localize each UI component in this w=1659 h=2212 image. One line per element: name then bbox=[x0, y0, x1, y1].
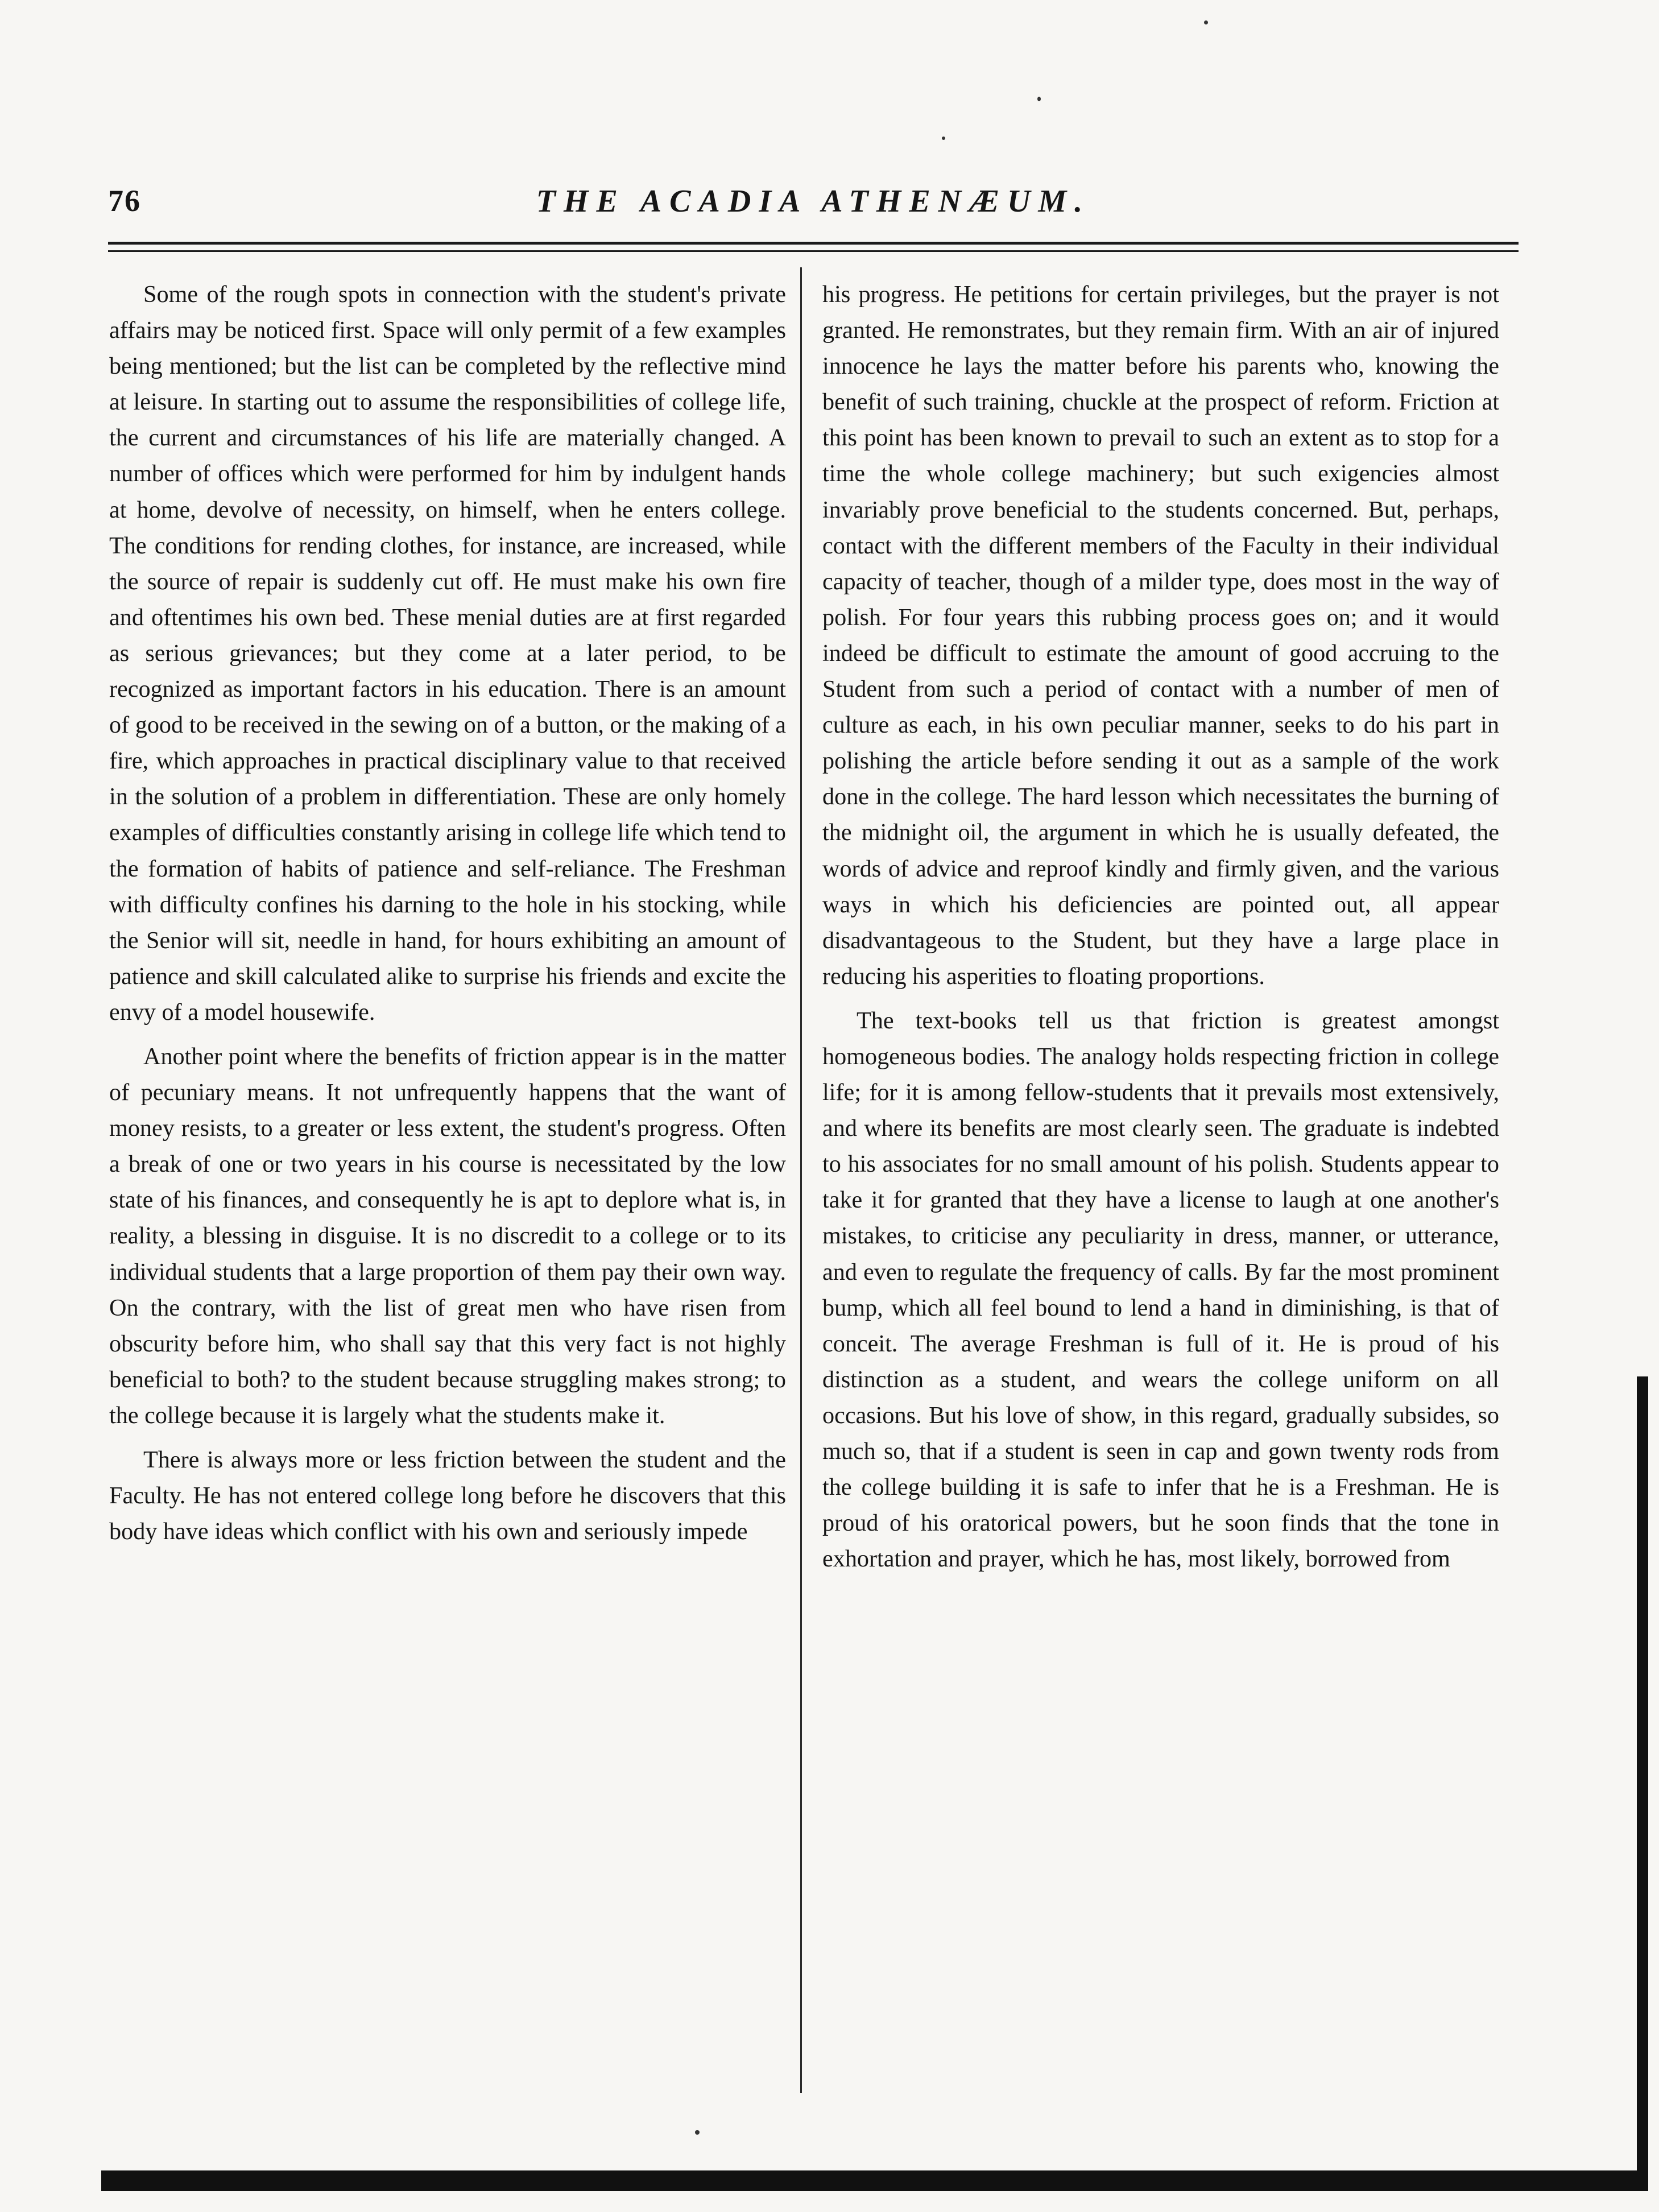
right-paragraph-1: his progress. He petitions for certain privileges, but the prayer is not granted. He remonstrates, but they remain firm. With an air of injured innocence he lays the matter before his parents who, knowing the benefit of such training, chuckle at the prospect of reform. Friction at this point has been known to prevail to such an extent as to stop for a time the whole college machinery; but such exigencies almost invariably prove beneficial to the students concerned. But, perhaps, contact with the different members of the Faculty in their individual capacity of teacher, though of a milder type, does most in the way of polish. For four years this rubbing process goes on; and it would indeed be difficult to estimate the amount of good accruing to the Student from such a period of contact with a number of men of culture as each, in his own peculiar manner, seeks to do his part in polishing the article before sending it out as a sample of the work done in the college. The hard lesson which necessitates the burning of the midnight oil, the argument in which he is usually defeated, the words of advice and reproof kindly and firmly given, and the various ways in which his deficiencies are pointed out, all appear disadvantageous to the Student, but they have a large place in reducing his asperities to floating proportions. bbox=[822, 281, 1499, 990]
page-header bbox=[108, 183, 1519, 229]
journal-title: THE ACADIA ATHENÆUM. bbox=[536, 184, 1091, 219]
header-rule-thick bbox=[108, 242, 1519, 245]
left-column bbox=[109, 276, 786, 1558]
scan-speck bbox=[1204, 20, 1208, 24]
left-paragraph-3: There is always more or less friction between the student and the Faculty. He has not entered college long before he discovers that this body have ideas which conflict with his own and seriously impede bbox=[109, 1446, 786, 1545]
page-number: 76 bbox=[108, 184, 141, 218]
scan-speck bbox=[942, 137, 945, 140]
right-paragraph-2: The text-books tell us that friction is greatest amongst homogeneous bodies. The analogy holds respecting friction in college life; for it is among fellow-students that it prevails most extensively, and where its benefits are most clearly seen. The graduate is indebted to his associates for no small amount of his polish. Students appear to take it for granted that they have a license to laugh at one another's mistakes, to criticise any peculiarity in dress, manner, or utterance, and even to regulate the frequency of calls. By far the most prominent bump, which all feel bound to lend a hand in diminishing, is that of conceit. The average Freshman is full of it. He is proud of his distinction as a student, and wears the college uniform on all occasions. But his love of show, in this regard, gradually subsides, so much so, that if a student is seen in cap and gown twenty rods from the college building it is safe to infer that he is a Freshman. He is proud of his oratorical powers, but he soon finds that the tone in exhortation and prayer, which he has, most likely, borrowed from bbox=[822, 1007, 1499, 1573]
scan-bottom-edge bbox=[101, 2170, 1648, 2191]
left-paragraph-2: Another point where the benefits of friction appear is in the matter of pecuniary means. It not unfrequently happens that the want of money resists, to a greater or less extent, the student's progress. Often a break of one or two years in his course is necessitated by the low state of his finances, and consequently he is apt to deplore what is, in reality, a blessing in disguise. It is no discredit to a college or to its individual students that a large proportion of them pay their own way. On the contrary, with the list of great men who have risen from obscurity before him, who shall say that this very fact is not highly beneficial to both? to the student because struggling makes strong; to the college because it is largely what the students make it. bbox=[109, 1043, 786, 1429]
header-rule-thin bbox=[108, 250, 1519, 252]
left-paragraph-1: Some of the rough spots in connection with the student's private affairs may be noticed first. Space will only permit of a few examples being mentioned; but the list can be completed by the reflective mind at leisure. In starting out to assume the responsibilities of college life, the current and circumstances of his life are materially changed. A number of offices which were performed for him by indulgent hands at home, devolve of necessity, on himself, when he enters college. The conditions for rending clothes, for instance, are increased, while the source of repair is suddenly cut off. He must make his own fire and oftentimes his own bed. These menial duties are at first regarded as serious grievances; but they come at a later period, to be recognized as important factors in his education. There is an amount of good to be received in the sewing on of a button, or the making of a fire, which approaches in practical disciplinary value to that received in the solution of a problem in differentiation. These are only homely examples of difficulties constantly arising in college life which tend to the formation of habits of patience and self-reliance. The Freshman with difficulty confines his darning to the hole in his stocking, while the Senior will sit, needle in hand, for hours exhibiting an amount of patience and skill calculated alike to surprise his friends and excite the envy of a model housewife. bbox=[109, 281, 786, 1026]
right-column bbox=[822, 276, 1499, 1585]
scan-speck bbox=[1037, 97, 1041, 101]
column-divider bbox=[800, 267, 802, 2093]
scan-speck bbox=[695, 2130, 700, 2135]
scan-right-edge bbox=[1637, 1376, 1648, 2191]
